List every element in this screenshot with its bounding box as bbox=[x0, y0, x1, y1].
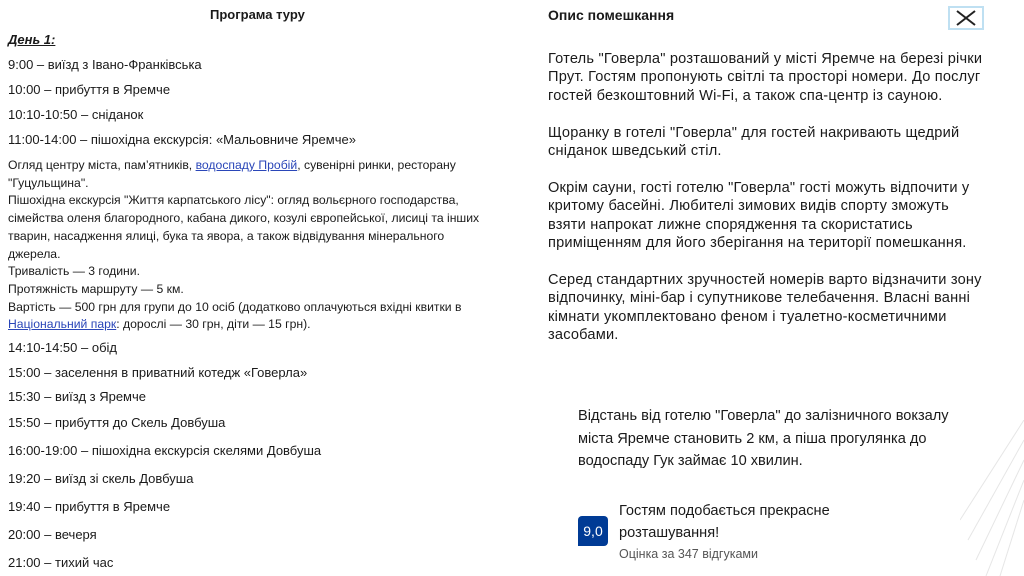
close-icon bbox=[955, 10, 977, 26]
day-heading: День 1: bbox=[8, 32, 56, 47]
schedule-line: 15:50 – прибуття до Скель Довбуша bbox=[8, 415, 226, 430]
excursion-description bbox=[8, 157, 498, 334]
review-highlight: Гостям подобається прекрасне розташування! bbox=[619, 503, 830, 541]
description-paragraph: Протяжність маршруту — 5 км. bbox=[8, 281, 184, 296]
description-paragraph: Готель "Говерла" розташований у місті Яремче на березі річки Прут. Гостям пропонують світлі та просторі номери. До послуг гостей безкоштовний Wi-Fi, а також спа-центр із сауною. bbox=[548, 51, 983, 104]
waterfall-probiy-link[interactable]: водоспаду Пробій bbox=[195, 158, 298, 172]
description-paragraph: Серед стандартних зручностей номерів варто відзначити зону відпочинку, міні-бар і супутникове телебачення. Власні ванні кімнати укомплектовано феном і туалетно-косметичними засобами. bbox=[548, 271, 982, 344]
schedule-line: 14:10-14:50 – обід bbox=[8, 340, 117, 355]
description-paragraph: Тривалість — 3 години. bbox=[8, 264, 140, 279]
schedule-line: 21:00 – тихий час bbox=[8, 555, 114, 570]
description-paragraph: Огляд центру міста, пам’ятників, водоспаду Пробій, сувенірні ринки, ресторану "Гуцульщина". bbox=[8, 158, 456, 190]
schedule-line: 19:20 – виїзд зі скель Довбуша bbox=[8, 471, 194, 486]
schedule-line: 16:00-19:00 – пішохідна екскурсія скелями Довбуша bbox=[8, 443, 322, 458]
schedule-line: 15:30 – виїзд з Яремче bbox=[8, 389, 146, 404]
schedule-line: 10:00 – прибуття в Яремче bbox=[8, 82, 171, 97]
description-paragraph: Окрім сауни, гості готелю "Говерла" гості можуть відпочити у критому басейні. Любителі зимових видів спорту зможуть взяти напрокат лижне спорядження та скористатись приміщенням для його зберігання на території помешкання. bbox=[548, 179, 970, 252]
review-score-badge: 9,0 bbox=[578, 516, 608, 546]
review-count: Оцінка за 347 відгуками bbox=[619, 547, 759, 561]
description-paragraph: Щоранку в готелі "Говерла" для гостей накривають щедрий сніданок шведський стіл. bbox=[548, 124, 960, 160]
close-button[interactable] bbox=[948, 6, 984, 30]
decorative-lines bbox=[960, 420, 1024, 576]
schedule-line: 9:00 – виїзд з Івано-Франківська bbox=[8, 57, 202, 72]
property-description bbox=[548, 50, 988, 363]
tour-program-title: Програма туру bbox=[210, 7, 305, 22]
distance-info: Відстань від готелю "Говерла" до залізничного вокзалу міста Яремче становить 2 км, а піша прогулянка до водоспаду Гук займає 10 хвилин. bbox=[578, 408, 949, 469]
property-description-title: Опис помешкання bbox=[548, 7, 675, 23]
description-paragraph: Вартість — 500 грн для групи до 10 осіб (додатково оплачуються вхідні квитки в Національний парк: дорослі — 30 грн, діти — 15 грн). bbox=[8, 299, 462, 332]
schedule-line: 19:40 – прибуття в Яремче bbox=[8, 499, 171, 514]
schedule-line: 11:00-14:00 – пішохідна екскурсія: «Мальовниче Яремче» bbox=[8, 132, 356, 147]
national-park-link[interactable]: Національний парк bbox=[8, 317, 117, 332]
description-paragraph: Пішохідна екскурсія "Життя карпатського лісу": огляд вольєрного господарства, сімейства оленя благородного, кабана дикого, козулі європейської, лисиці та інших тварин, насадження ялиці, бука та явора, а також відвідування мінерального джерела. bbox=[8, 193, 480, 261]
schedule-line: 20:00 – вечеря bbox=[8, 527, 97, 542]
schedule-line: 15:00 – заселення в приватний котедж «Говерла» bbox=[8, 365, 308, 380]
schedule-line: 10:10-10:50 – сніданок bbox=[8, 107, 144, 122]
